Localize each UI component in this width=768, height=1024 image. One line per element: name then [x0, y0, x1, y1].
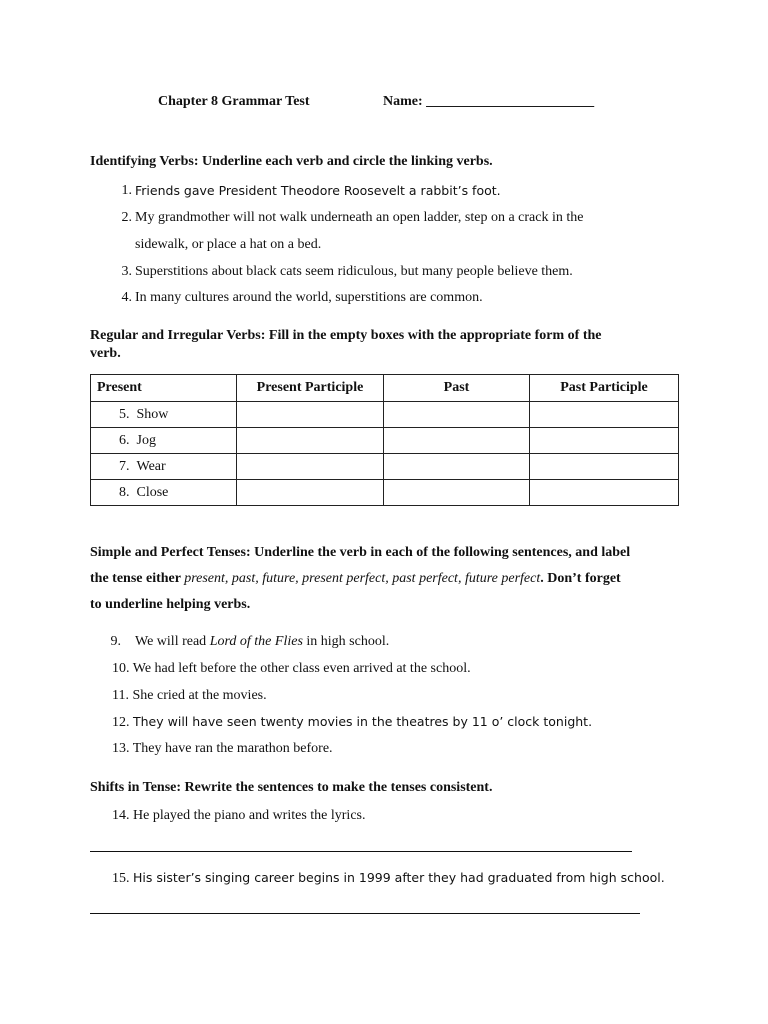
list-item: 14. He played the piano and writes the lyrics.: [112, 808, 366, 823]
answer-cell[interactable]: [384, 402, 530, 428]
section-shifts-heading: Shifts in Tense: Rewrite the sentences to make the tenses consistent.: [90, 780, 493, 795]
table-row: [91, 402, 679, 428]
verb-cell: 7. Wear: [91, 454, 237, 480]
section-regular-irregular-heading-cont: verb.: [90, 346, 121, 361]
section-identifying-verbs-heading: Identifying Verbs: Underline each verb and circle the linking verbs.: [90, 154, 493, 169]
answer-cell[interactable]: [237, 454, 384, 480]
verb-forms-table: [90, 374, 679, 506]
list-item: 13. They have ran the marathon before.: [112, 741, 333, 756]
answer-cell[interactable]: [530, 402, 679, 428]
table-row: [91, 480, 679, 506]
answer-cell[interactable]: [384, 454, 530, 480]
verb-cell: 5. Show: [91, 402, 237, 428]
section-tenses-heading-cont2: to underline helping verbs.: [90, 597, 251, 612]
column-header-past-participle: Past Participle: [530, 375, 679, 402]
column-header-present-participle: Present Participle: [237, 375, 384, 402]
column-header-present: Present: [91, 375, 237, 402]
list-item: 10. We had left before the other class even arrived at the school.: [112, 661, 471, 676]
list-item: 11. She cried at the movies.: [112, 688, 267, 703]
table-header-row: [91, 375, 679, 402]
section-tenses-heading: Simple and Perfect Tenses: Underline the verb in each of the following sentences, and label: [90, 545, 631, 560]
column-header-past: Past: [384, 375, 530, 402]
answer-cell[interactable]: [237, 428, 384, 454]
answer-cell[interactable]: [237, 480, 384, 506]
name-field-label: Name: ________________________: [383, 94, 595, 109]
answer-cell[interactable]: [384, 480, 530, 506]
list-item: 15. His sister’s singing career begins in 1999 after they had graduated from high school.: [112, 870, 665, 886]
section-regular-irregular-heading: Regular and Irregular Verbs: Fill in the empty boxes with the appropriate form of the: [90, 328, 602, 343]
worksheet-page: Chapter 8 Grammar Test Name: ________________________ Identifying Verbs: Underline each verb and circle the linking verbs. 1. Friends gave President Theodore Roosevelt a rabbit’s foot. 2. My grandmother will not walk underneath an open ladder, step on a crack in the sidewalk, or place a hat on a bed. 3. Superstitions about black cats seem ridiculous, but many people believe them. 4. In many cultures around the world, superstitions are common. Regular and Irregular Verbs: Fill in the empty boxes with the appropriate form of the verb. Present Present Participle Past Past Participle 5. Show 6. Jog 7. Wear 8. Close Simple and Perfect Tenses: Underline the verb in each of the following sentences, and label the tense either present, past, future, present perfect, past perfect, future perfect. Don’t forget to underline helping verbs. 9. We will read Lord of the Flies in high school. 10. We had left before the other class even arrived at the school. 11. She cried at the movies. 12. They will have seen twenty movies in the theatres by 11 o’ clock tonight. 13. They have ran the marathon before. Shifts in Tense: Rewrite the sentences to make the tenses consistent. 14. He played the piano and writes the lyrics. 15. His sister’s singing career begins in 1999 after they had graduated from high school.: [0, 0, 768, 1024]
list-item: 12. They will have seen twenty movies in the theatres by 11 o’ clock tonight.: [112, 714, 593, 730]
answer-cell[interactable]: [530, 454, 679, 480]
list-item-continuation: sidewalk, or place a hat on a bed.: [135, 237, 322, 252]
verb-cell: 6. Jog: [91, 428, 237, 454]
table-row: [91, 428, 679, 454]
answer-line[interactable]: [90, 851, 632, 852]
answer-cell[interactable]: [530, 480, 679, 506]
answer-cell[interactable]: [237, 402, 384, 428]
table-row: [91, 454, 679, 480]
answer-cell[interactable]: [530, 428, 679, 454]
section-tenses-heading-cont: the tense either present, past, future, present perfect, past perfect, future perfect. Don’t forget: [90, 571, 621, 586]
verb-cell: 8. Close: [91, 480, 237, 506]
worksheet-title: Chapter 8 Grammar Test: [158, 94, 310, 109]
answer-line[interactable]: [90, 913, 640, 914]
answer-cell[interactable]: [384, 428, 530, 454]
